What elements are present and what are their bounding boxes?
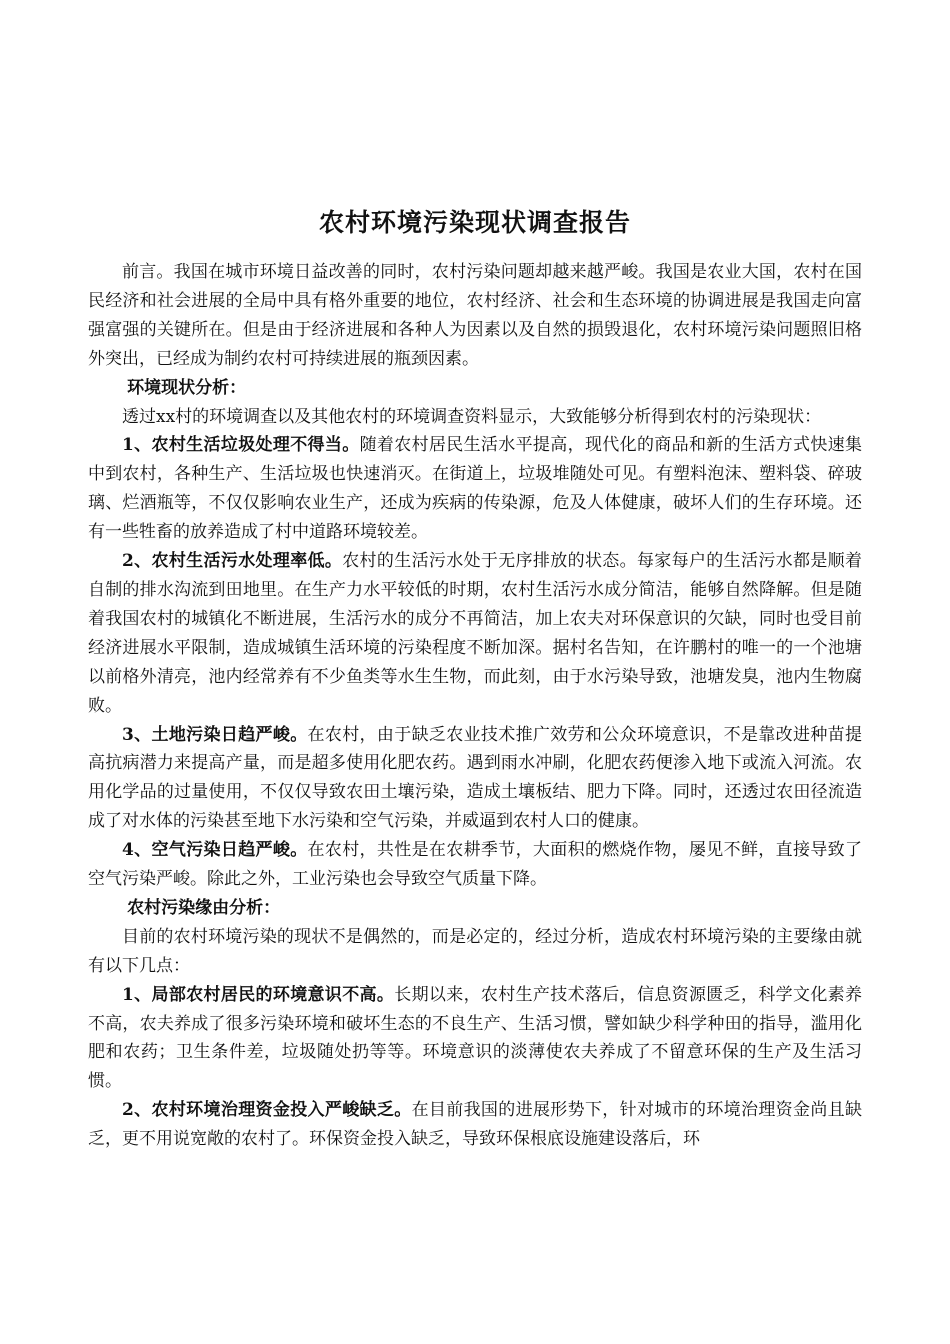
document-body: [88, 258, 862, 1154]
numbered-paragraph: [88, 431, 862, 547]
intro-paragraph: 前言。我国在城市环境日益改善的同时，农村污染问题却越来越严峻。我国是农业大国，农村在国民经济和社会进展的全局中具有格外重要的地位，农村经济、社会和生态环境的协调进展是我国走向富强富强的关键所在。但是由于经济进展和各种人为因素以及自然的损毁退化，农村环境污染问题照旧格外突出，已经成为制约农村可持续进展的瓶颈因素。: [88, 262, 862, 369]
paragraph-text: 在农村，由于缺乏农业技术推广效劳和公众环境意识，不是靠改进种苗提高抗病潜力来提高产量，而是超多使用化肥农药。遇到雨水冲刷，化肥农药便渗入地下或流入河流。农用化学品的过量使用，不仅仅导致农田土壤污染，造成土壤板结、肥力下降。同时，还透过农田径流造成了对水体的污染甚至地下水污染和空气污染，并威逼到农村人口的健康。: [88, 724, 862, 832]
numbered-paragraph: [88, 1096, 862, 1154]
numbered-paragraph: [88, 836, 862, 894]
paragraph-bold-lead: 4、空气污染日趋严峻。: [122, 840, 308, 861]
section-lead-paragraph: 透过xx村的环境调查以及其他农村的环境调查资料显示，大致能够分析得到农村的污染现状：: [122, 406, 822, 427]
paragraph-text: 农村的生活污水处于无序排放的状态。每家每户的生活污水都是顺着自制的排水沟流到田地里。在生产力水平较低的时期，农村生活污水成分简洁，能够自然降解。但是随着我国农村的城镇化不断进展，生活污水的成分不再简洁，加上农夫对环保意识的欠缺，同时也受目前经济进展水平限制，造成城镇生活环境的污染程度不断加深。据村名告知，在许鹏村的唯一的一个池塘以前格外清亮，池内经常养有不少鱼类等水生生物，而此刻，由于水污染导致，池塘发臭，池内生物腐败。: [88, 551, 863, 716]
paragraph-bold-lead: 1、农村生活垃圾处理不得当。: [122, 435, 360, 456]
paragraph-text: 在农村，共性是在农耕季节，大面积的燃烧作物，屡见不鲜，直接导致了空气污染严峻。除此之外，工业污染也会导致空气质量下降。: [88, 840, 862, 890]
section-lead-paragraph: 目前的农村环境污染的现状不是偶然的，而是必定的，经过分析，造成农村环境污染的主要缘由就有以下几点：: [88, 926, 862, 976]
document-title: 农村环境污染现状调查报告: [318, 208, 631, 237]
paragraph-bold-lead: 3、土地污染日趋严峻。: [122, 724, 308, 745]
paragraph-text: 随着农村居民生活水平提高，现代化的商品和新的生活方式快速集中到农村，各种生产、生活垃圾也快速消灭。在街道上，垃圾堆随处可见。有塑料泡沫、塑料袋、碎玻璃、烂酒瓶等，不仅仅影响农业生产，还成为疾病的传染源，危及人体健康，破坏人们的生存环境。还有一些牲畜的放养造成了村中道路环境较差。: [88, 435, 863, 543]
section-heading-current-status: 环境现状分析：: [127, 377, 247, 398]
paragraph-bold-lead: 2、农村环境治理资金投入严峻缺乏。: [122, 1100, 412, 1121]
paragraph-bold-lead: 1、局部农村居民的环境意识不高。: [122, 984, 395, 1005]
numbered-paragraph: [88, 981, 862, 1097]
section-heading-causes: 农村污染缘由分析：: [127, 897, 281, 918]
paragraph-text: 长期以来，农村生产技术落后，信息资源匮乏，科学文化素养不高，农夫养成了很多污染环境和破坏生态的不良生产、生活习惯，譬如缺少科学种田的指导，滥用化肥和农药；卫生条件差，垃圾随处扔等等。环境意识的淡薄使农夫养成了不留意环保的生产及生活习惯。: [88, 984, 863, 1092]
numbered-paragraph: [88, 721, 862, 837]
paragraph-text: 在目前我国的进展形势下，针对城市的环境治理资金尚且缺乏，更不用说宽敞的农村了。环保资金投入缺乏，导致环保根底设施建设落后，环: [88, 1100, 863, 1150]
paragraph-bold-lead: 2、农村生活污水处理率低。: [122, 551, 343, 572]
numbered-paragraph: [88, 547, 862, 720]
